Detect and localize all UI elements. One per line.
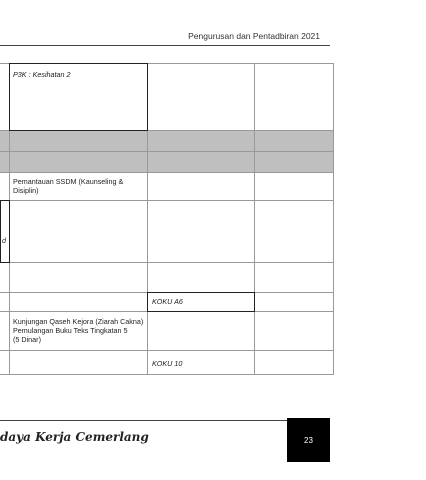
left-fragment-box (0, 200, 10, 263)
schedule-table (0, 63, 334, 375)
kunjungan-line-1: Kunjungan Qaseh Kejora (Ziarah Cakna) (13, 317, 144, 326)
cell-koku-a6: KOKU A6 (152, 297, 183, 306)
grid-hline-3 (0, 172, 334, 173)
page-number: 23 (304, 435, 313, 445)
grid-hline-4 (0, 200, 334, 201)
grid-vline-3 (254, 63, 255, 375)
shaded-row-1 (0, 130, 334, 151)
page-number-badge (287, 418, 330, 462)
grid-vline-4 (333, 63, 334, 375)
cell-pemantauan: Pemantauan SSDM (Kaunseling & Disiplin) (13, 177, 124, 195)
grid-hline-8 (0, 350, 334, 351)
cell-fragment: d (2, 236, 6, 245)
header-divider (0, 45, 330, 46)
grid-hline-2 (0, 151, 334, 152)
cell-p3k: P3K : Kesihatan 2 (13, 70, 71, 79)
page-header-title: Pengurusan dan Pentadbiran 2021 (188, 31, 320, 41)
cell-kunjungan (13, 317, 145, 344)
grid-hline-9 (0, 374, 334, 375)
cell-koku-10: KOKU 10 (152, 359, 183, 368)
footer-divider (0, 420, 300, 421)
kunjungan-line-2: Pemulangan Buku Teks Tingkatan 5 (13, 326, 128, 335)
kunjungan-line-3: (5 Dinar) (13, 335, 41, 344)
grid-hline-5 (0, 262, 334, 263)
footer-slogan: daya Kerja Cemerlang (0, 430, 149, 444)
shaded-row-2 (0, 151, 334, 172)
